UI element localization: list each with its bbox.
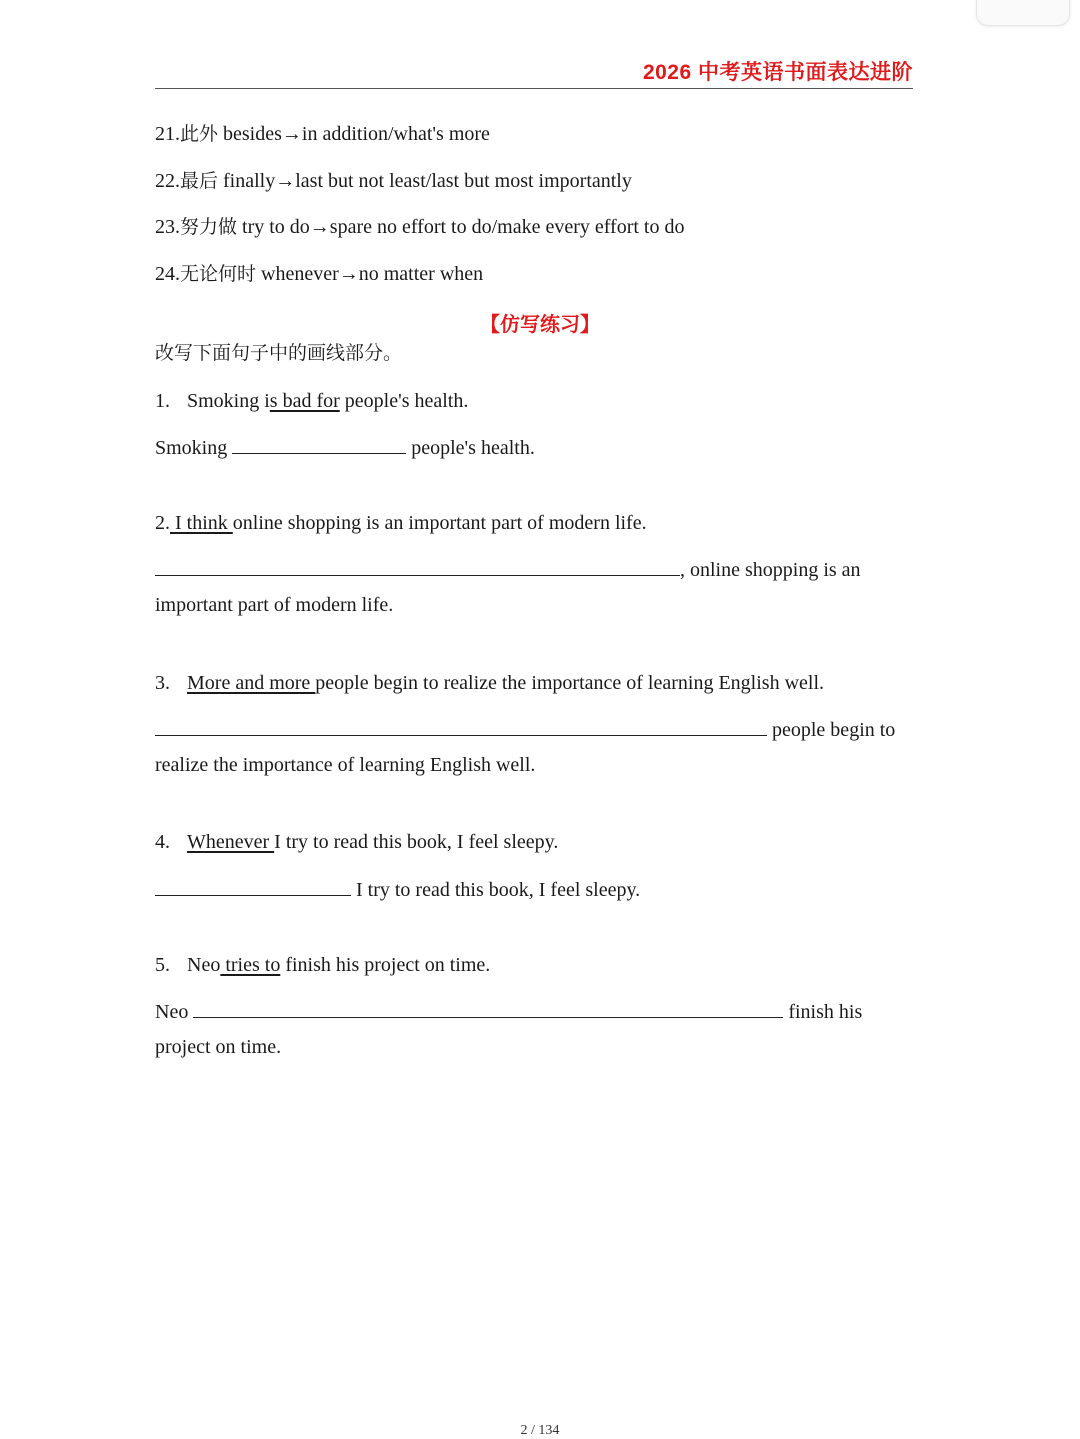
exercise-4-answer: I try to read this book, I feel sleepy.: [155, 875, 640, 902]
exercise-2-sentence: 2. I think online shopping is an important part of modern life.: [155, 512, 647, 534]
exercise-3-sentence: 3. More and more people begin to realize the importance of learning English well.: [155, 672, 825, 694]
exercise-3-answer: people begin to: [155, 715, 895, 742]
phrase-item: 23.努力做 try to do→spare no effort to do/make every effort to do: [155, 216, 685, 238]
answer-blank[interactable]: [155, 555, 680, 576]
phrase-item: 22.最后 finally→last but not least/last but most importantly: [155, 170, 632, 192]
instructions: 改写下面句子中的画线部分。: [155, 342, 403, 364]
exercise-3-continuation: realize the importance of learning English well.: [155, 754, 536, 776]
exercise-2-continuation: important part of modern life.: [155, 594, 394, 616]
exercise-4-sentence: 4. Whenever I try to read this book, I feel sleepy.: [155, 831, 559, 853]
page-number: 2 / 134: [520, 1423, 560, 1438]
phrase-item: 21.此外 besides→in addition/what's more: [155, 123, 490, 145]
exercise-1-answer: Smoking people's health.: [155, 433, 535, 460]
corner-widget[interactable]: [976, 0, 1070, 26]
answer-blank[interactable]: [193, 997, 783, 1018]
page-header: [155, 56, 913, 89]
exercise-5-answer: Neo finish his: [155, 997, 862, 1024]
answer-blank[interactable]: [155, 715, 767, 736]
exercise-2-answer: , online shopping is an: [155, 555, 861, 582]
answer-blank[interactable]: [155, 875, 351, 896]
exercise-5-continuation: project on time.: [155, 1036, 282, 1058]
answer-blank[interactable]: [232, 433, 406, 454]
phrase-item: 24.无论何时 whenever→no matter when: [155, 263, 484, 285]
exercise-5-sentence: 5. Neo tries to finish his project on time.: [155, 954, 491, 976]
exercise-1-sentence: 1. Smoking is bad for people's health.: [155, 390, 469, 412]
section-title: 【仿写练习】: [480, 312, 600, 336]
header-title: 2026 中考英语书面表达进阶: [642, 61, 913, 84]
